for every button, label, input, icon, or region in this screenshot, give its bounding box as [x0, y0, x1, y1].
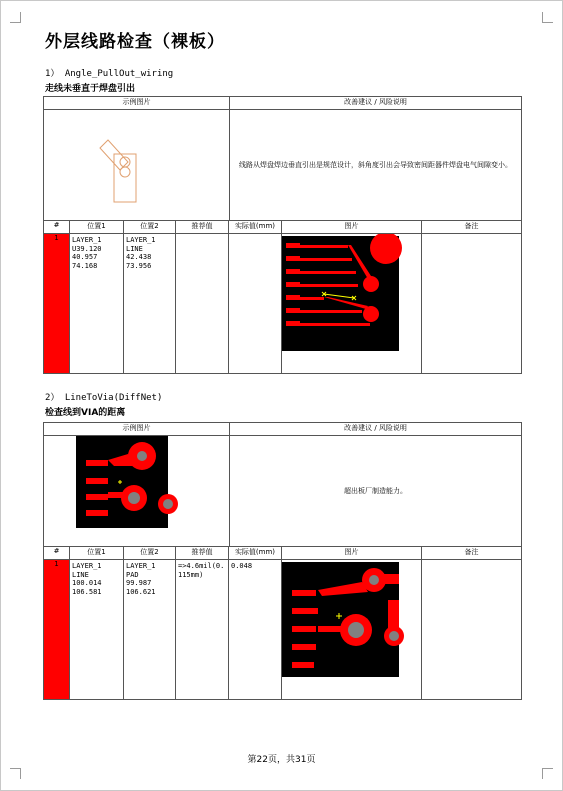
example-header: 示例图片 — [44, 423, 230, 436]
col-header-pos2: 位置2 — [124, 221, 176, 234]
table-row — [44, 560, 522, 700]
section-1-heading: 1） Angle_PullOut_wiring — [45, 69, 174, 79]
col-header-note: 备注 — [422, 547, 522, 560]
page-title: 外层线路检查（裸板） — [45, 32, 225, 52]
row-number: 1 — [44, 560, 70, 700]
col-header-num: # — [44, 547, 70, 560]
row-image-cell — [282, 560, 422, 700]
crop-mark-top-right — [542, 12, 553, 23]
col-header-actual: 实际值(mm) — [229, 221, 282, 234]
crop-mark-bottom-right — [542, 768, 553, 779]
angle-pullout-example-image — [44, 110, 230, 220]
col-header-image: 图片 — [282, 221, 422, 234]
row-pos1: LAYER_1 LINE 100.014 106.581 — [70, 560, 124, 700]
example-image-cell — [44, 110, 230, 221]
section-1-example-table — [43, 96, 522, 221]
table-row — [44, 234, 522, 374]
line-to-via-example-image — [44, 436, 230, 532]
section-2-heading: 2） LineToVia(DiffNet) — [45, 393, 163, 403]
row-number: 1 — [44, 234, 70, 374]
col-header-pos2: 位置2 — [124, 547, 176, 560]
pcb-screenshot-2 — [282, 560, 422, 678]
example-header: 示例图片 — [44, 97, 230, 110]
row-note — [422, 234, 522, 374]
pcb-screenshot-1 — [282, 234, 422, 352]
row-image-cell — [282, 234, 422, 374]
row-pos2: LAYER_1 PAD 99.987 106.621 — [124, 560, 176, 700]
page-footer: 第22页，共31页 — [247, 755, 316, 765]
example-image-cell — [44, 436, 230, 547]
col-header-num: # — [44, 221, 70, 234]
section-2-result-table — [43, 546, 522, 700]
advice-text: 超出板厂制造能力。 — [230, 436, 522, 547]
section-2-example-table — [43, 422, 522, 547]
section-1-result-table — [43, 220, 522, 374]
col-header-actual: 实际值(mm) — [229, 547, 282, 560]
section-1-subheading: 走线未垂直于焊盘引出 — [45, 84, 136, 94]
row-actual — [229, 234, 282, 374]
row-actual: 0.048 — [229, 560, 282, 700]
section-2-subheading: 检查线到VIA的距离 — [45, 408, 126, 418]
advice-header: 改善建议 / 风险说明 — [230, 97, 522, 110]
col-header-recommended: 推荐值 — [176, 221, 229, 234]
crop-mark-bottom-left — [10, 768, 21, 779]
advice-header: 改善建议 / 风险说明 — [230, 423, 522, 436]
row-recommended — [176, 234, 229, 374]
row-pos1: LAYER_1 U39.120 40.957 74.168 — [70, 234, 124, 374]
col-header-pos1: 位置1 — [70, 547, 124, 560]
col-header-recommended: 推荐值 — [176, 547, 229, 560]
col-header-image: 图片 — [282, 547, 422, 560]
row-pos2: LAYER_1 LINE 42.438 73.956 — [124, 234, 176, 374]
advice-text: 线路从焊盘焊边垂直引出是规范设计，斜角度引出会导致密间距器件焊盘电气间隙变小。 — [230, 110, 522, 221]
row-note — [422, 560, 522, 700]
col-header-note: 备注 — [422, 221, 522, 234]
row-recommended: =>4.6mil(0.115mm) — [176, 560, 229, 700]
col-header-pos1: 位置1 — [70, 221, 124, 234]
crop-mark-top-left — [10, 12, 21, 23]
